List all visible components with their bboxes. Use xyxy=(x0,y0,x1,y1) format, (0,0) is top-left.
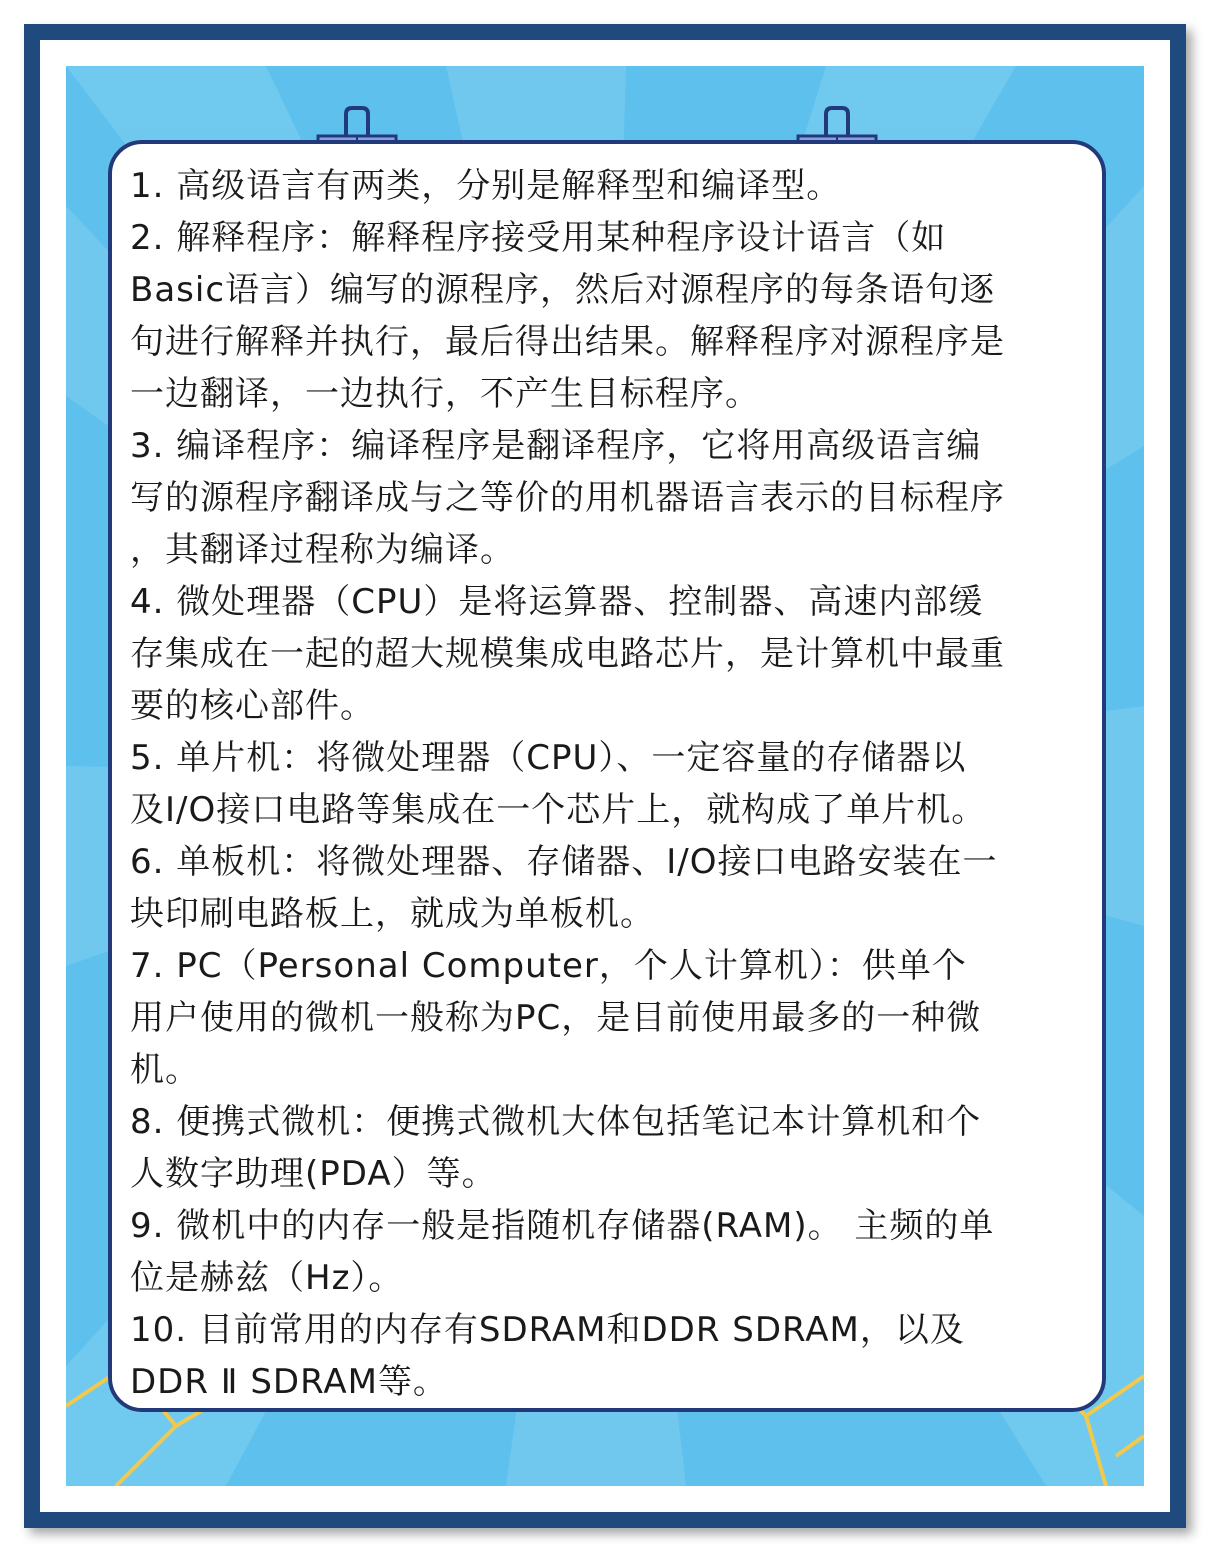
text-line: 5. 单片机：将微处理器（CPU）、一定容量的存储器以 xyxy=(130,738,967,778)
text-line: 存集成在一起的超大规模集成电路芯片，是计算机中最重 xyxy=(130,634,1005,674)
text-line: 7. PC（Personal Computer，个人计算机）：供单个 xyxy=(130,946,967,986)
text-line: 人数字助理(PDA）等。 xyxy=(130,1154,497,1194)
text-line: 3. 编译程序：编译程序是翻译程序，它将用高级语言编 xyxy=(130,426,982,466)
text-line: 句进行解释并执行，最后得出结果。解释程序对源程序是 xyxy=(130,322,1005,362)
text-line: 一边翻译，一边执行，不产生目标程序。 xyxy=(130,374,760,414)
text-line: 用户使用的微机一般称为PC，是目前使用最多的一种微 xyxy=(130,998,982,1038)
text-line: 9. 微机中的内存一般是指随机存储器(RAM)。 主频的单 xyxy=(130,1206,995,1246)
text-line: DDR Ⅱ SDRAM等。 xyxy=(130,1362,448,1402)
text-line: 要的核心部件。 xyxy=(130,686,375,726)
text-line: 位是赫兹（Hz）。 xyxy=(130,1258,404,1298)
text-line: 机。 xyxy=(130,1050,200,1090)
text-line: 4. 微处理器（CPU）是将运算器、控制器、高速内部缓 xyxy=(130,582,984,622)
text-line: 块印刷电路板上，就成为单板机。 xyxy=(130,894,655,934)
text-line: ，其翻译过程称为编译。 xyxy=(130,530,515,570)
note-content xyxy=(130,160,1090,1408)
text-line: 10. 目前常用的内存有SDRAM和DDR SDRAM，以及 xyxy=(130,1310,965,1350)
text-line: Basic语言）编写的源程序，然后对源程序的每条语句逐 xyxy=(130,270,996,310)
text-line: 2. 解释程序：解释程序接受用某种程序设计语言（如 xyxy=(130,218,947,258)
text-line: 写的源程序翻译成与之等价的用机器语言表示的目标程序 xyxy=(130,478,1005,518)
text-line: 8. 便携式微机：便携式微机大体包括笔记本计算机和个 xyxy=(130,1102,982,1142)
text-line: 1. 高级语言有两类，分别是解释型和编译型。 xyxy=(130,166,842,206)
text-line: 6. 单板机：将微处理器、存储器、I/O接口电路安装在一 xyxy=(130,842,998,882)
text-line: 及I/O接口电路等集成在一个芯片上，就构成了单片机。 xyxy=(130,790,987,830)
